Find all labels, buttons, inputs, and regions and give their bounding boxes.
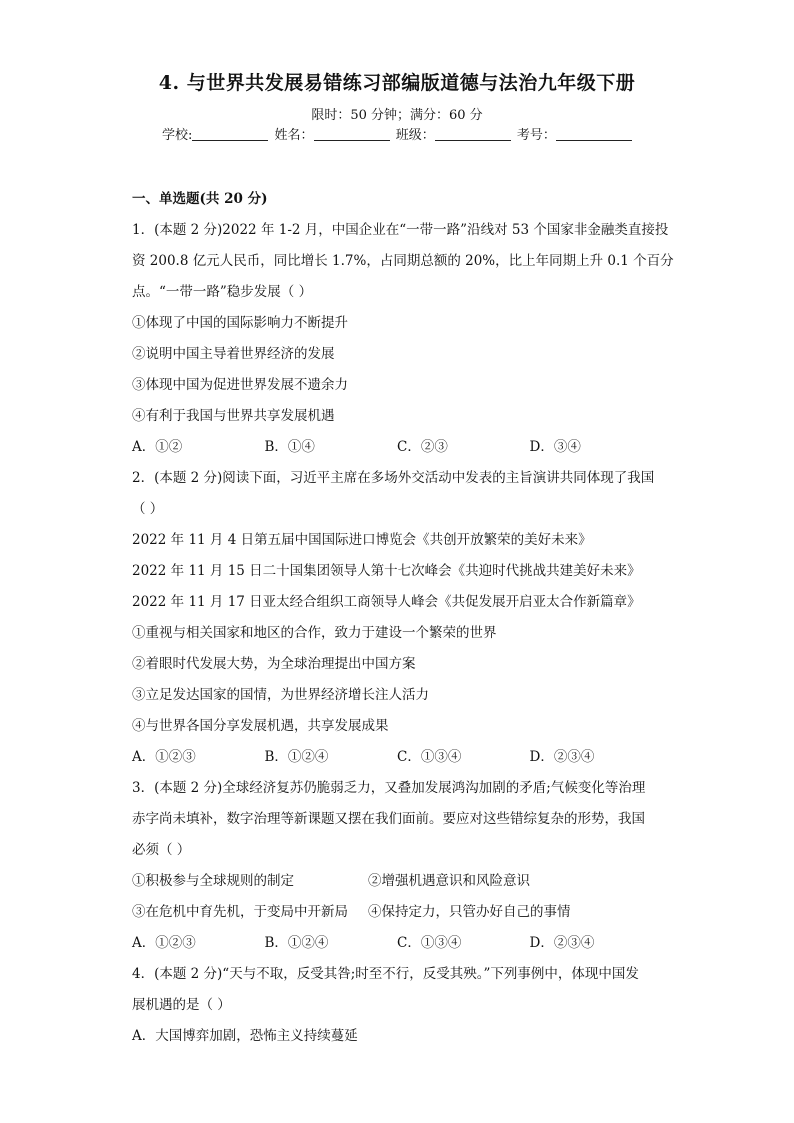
option-a[interactable]: A．①② xyxy=(132,439,183,455)
material-line: 2022 年 11 月 17 日亚太经合组织工商领导人峰会《共促发展开启亚太合作新篇章》 xyxy=(132,594,641,610)
school-label: 学校: xyxy=(162,128,193,143)
statement: ③体现中国为促进世界发展不遗余力 xyxy=(132,377,348,393)
statement: ④有利于我国与世界共享发展机遇 xyxy=(132,408,335,424)
statement: ①体现了中国的国际影响力不断提升 xyxy=(132,315,348,331)
statement: ①重视与相关国家和地区的合作，致力于建设一个繁荣的世界 xyxy=(132,625,497,641)
statement: ③立足发达国家的国情，为世界经济增长注人活力 xyxy=(132,687,429,703)
question-stem-line: 点。“一带一路”稳步发展（ ） xyxy=(132,284,313,300)
exam-number-blank[interactable] xyxy=(556,128,632,141)
answer-options xyxy=(132,432,662,463)
name-label: 姓名： xyxy=(274,128,314,143)
question-2 xyxy=(132,463,662,773)
question-stem-line: 1．(本题 2 分)2022 年 1-2 月，中国企业在“一带一路”沿线对 53 个国家非金融类直接投 xyxy=(132,222,669,238)
class-blank[interactable] xyxy=(435,128,511,141)
material-line: 2022 年 11 月 15 日二十国集团领导人第十七次峰会《共迎时代挑战共建美好未来》 xyxy=(132,563,641,579)
option-d[interactable]: D．②③④ xyxy=(529,935,595,951)
option-c[interactable]: C．①③④ xyxy=(397,749,462,765)
statement: ④保持定力，只管办好自己的事情 xyxy=(368,904,571,920)
statement: ③在危机中育先机，于变局中开新局 xyxy=(132,904,348,920)
option-b[interactable]: B．①②④ xyxy=(264,935,329,951)
exam-number-label: 考号： xyxy=(516,128,556,143)
option-c[interactable]: C．①③④ xyxy=(397,935,462,951)
question-4 xyxy=(132,959,662,1052)
question-stem-line: 4．(本题 2 分)“天与不取，反受其咎;时至不行，反受其殃。”下列事例中，体现中国发 xyxy=(132,966,639,982)
statement: ④与世界各国分享发展机遇，共享发展成果 xyxy=(132,718,389,734)
material-line: 2022 年 11 月 4 日第五届中国国际进口博览会《共创开放繁荣的美好未来》 xyxy=(132,532,592,548)
student-info-line xyxy=(162,124,634,143)
question-stem-line: 必须（ ） xyxy=(132,842,191,858)
statement: ①积极参与全球规则的制定 xyxy=(132,873,294,889)
page-title: 4. 与世界共发展易错练习部编版道德与法治九年级下册 xyxy=(158,72,636,94)
name-blank[interactable] xyxy=(314,128,390,141)
question-stem-line: 赤字尚未填补，数字治理等新课题又摆在我们面前。要应对这些错综复杂的形势，我国 xyxy=(132,811,645,827)
answer-options xyxy=(132,742,662,773)
statement: ②着眼时代发展大势，为全球治理提出中国方案 xyxy=(132,656,416,672)
question-stem-line: 展机遇的是（ ） xyxy=(132,997,231,1013)
option-c[interactable]: C．②③ xyxy=(397,439,448,455)
statement: ②说明中国主导着世界经济的发展 xyxy=(132,346,335,362)
time-limit-info: 限时：50 分钟；满分：60 分 xyxy=(311,108,483,123)
question-stem-line: 资 200.8 亿元人民币，同比增长 1.7%，占同期总额的 20%，比上年同期上升 0.1 个百分 xyxy=(132,253,674,269)
school-blank[interactable] xyxy=(192,128,268,141)
option-a[interactable]: A．大国博弈加剧，恐怖主义持续蔓延 xyxy=(132,1028,358,1044)
option-b[interactable]: B．①④ xyxy=(264,439,315,455)
option-b[interactable]: B．①②④ xyxy=(264,749,329,765)
question-stem-line: （ ） xyxy=(132,501,164,517)
question-3 xyxy=(132,773,662,959)
answer-options xyxy=(132,928,662,959)
option-a[interactable]: A．①②③ xyxy=(132,749,196,765)
statement-row xyxy=(132,897,662,928)
question-1 xyxy=(132,215,674,463)
statement-row xyxy=(132,866,662,897)
section-title: 一、单选题(共 20 分) xyxy=(132,191,268,207)
question-stem-line: 2．(本题 2 分)阅读下面，习近平主席在多场外交活动中发表的主旨演讲共同体现了我国 xyxy=(132,470,655,486)
question-stem-line: 3．(本题 2 分)全球经济复苏仍脆弱乏力，又叠加发展鸿沟加剧的矛盾;气候变化等治理 xyxy=(132,780,646,796)
class-label: 班级： xyxy=(395,128,435,143)
question-body xyxy=(132,184,674,1052)
statement: ②增强机遇意识和风险意识 xyxy=(368,873,530,889)
option-d[interactable]: D．②③④ xyxy=(529,749,595,765)
option-a[interactable]: A．①②③ xyxy=(132,935,196,951)
option-d[interactable]: D．③④ xyxy=(529,439,581,455)
